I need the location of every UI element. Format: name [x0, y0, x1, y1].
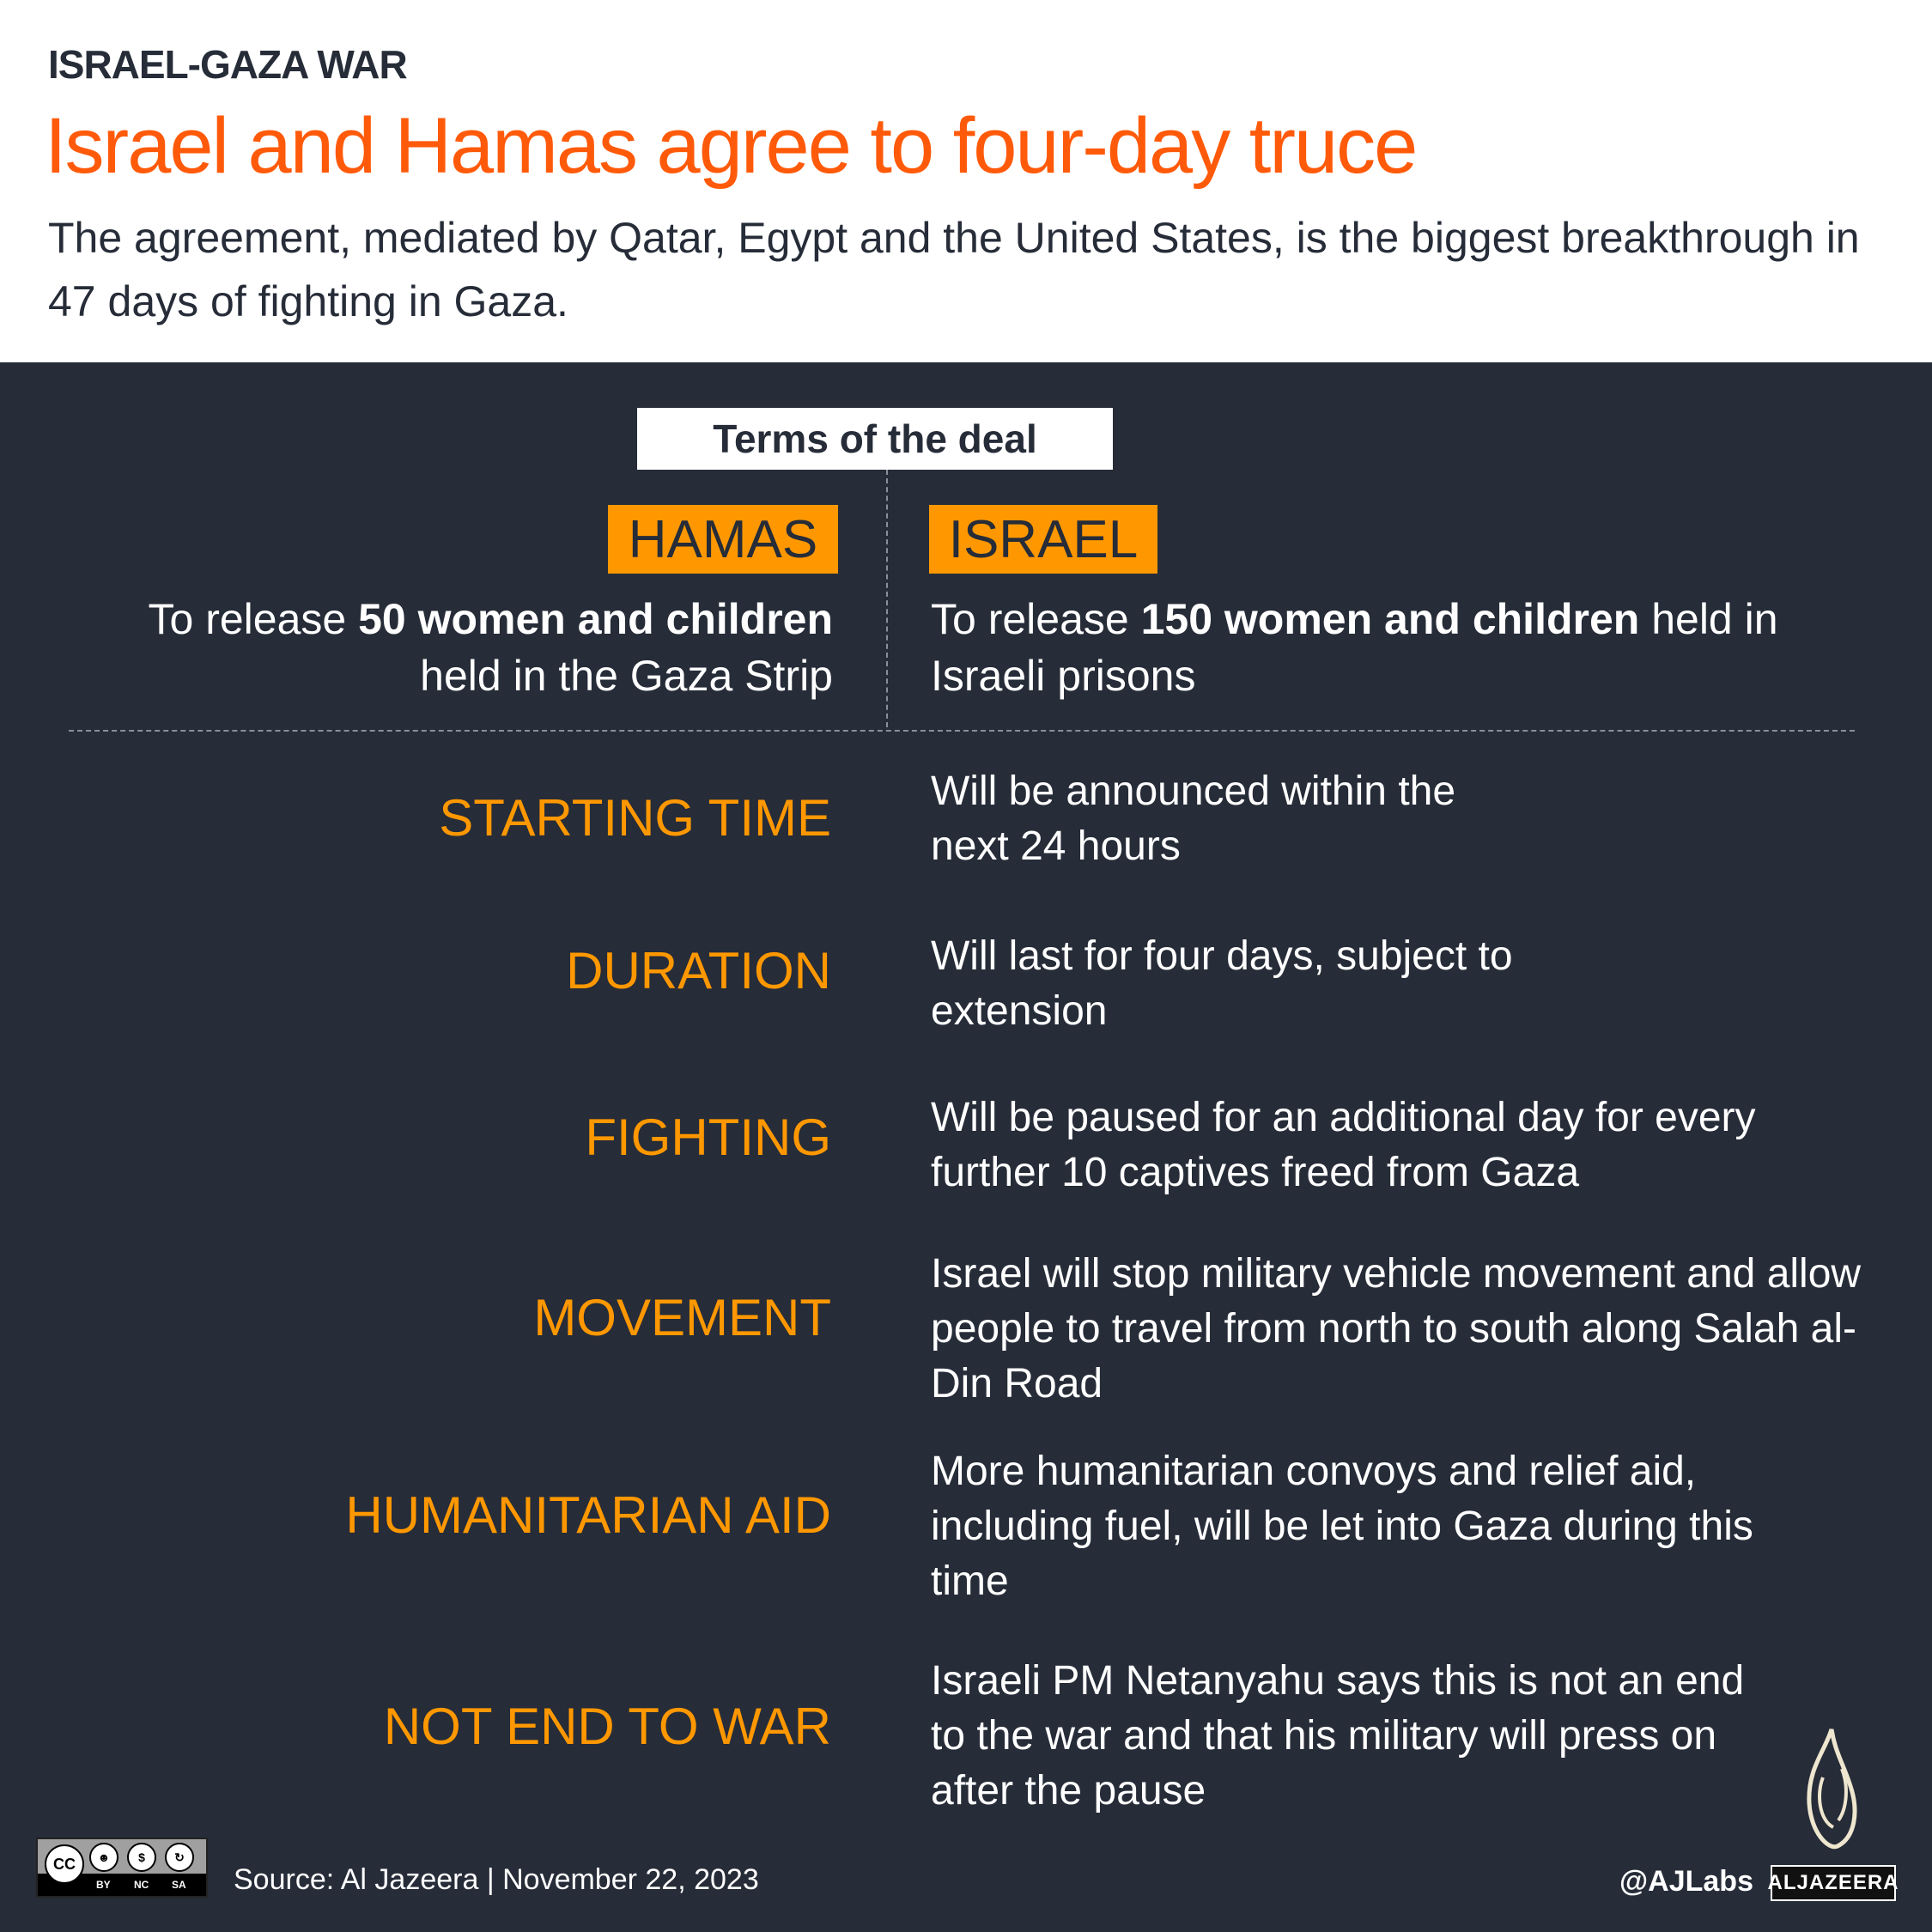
header: [0, 0, 1932, 362]
cc-icon: CC: [45, 1844, 84, 1884]
row-text-humanitarian-aid: More humanitarian convoys and relief aid, including fuel, will be let into Gaza during this time: [931, 1449, 1753, 1604]
hamas-term-pre: To release: [148, 595, 359, 643]
by-label: BY: [96, 1879, 111, 1891]
sa-label: SA: [172, 1879, 186, 1891]
horizontal-divider: [69, 730, 1855, 732]
israel-term-bold: 150 women and children: [1140, 595, 1640, 643]
vertical-divider: [886, 470, 888, 727]
hamas-term-post: held in the Gaza Strip: [420, 652, 833, 700]
hamas-term: [94, 591, 833, 704]
hamas-tag: HAMAS: [608, 505, 838, 574]
row-label-humanitarian-aid: HUMANITARIAN AID: [345, 1486, 831, 1544]
row-label-duration: DURATION: [566, 942, 831, 999]
kicker: ISRAEL-GAZA WAR: [48, 42, 407, 87]
page-title: Israel and Hamas agree to four-day truce: [45, 102, 1417, 190]
israel-term: [931, 591, 1789, 704]
row-text-not-end-to-war: Israeli PM Netanyahu says this is not an end to the war and that his military will press on after the pause: [931, 1658, 1745, 1814]
cc-license-badge: [36, 1838, 208, 1898]
row-label-starting-time: STARTING TIME: [439, 789, 831, 847]
row-text-movement: Israel will stop military vehicle movement and allow people to travel from north to south along Salah al-Din Road: [931, 1251, 1862, 1406]
row-label-movement: MOVEMENT: [533, 1289, 831, 1346]
by-icon: ☻: [89, 1843, 118, 1872]
israel-tag: ISRAEL: [929, 505, 1157, 574]
sa-icon: ↻: [165, 1843, 194, 1872]
row-text-starting-time: Will be announced within the next 24 hours: [931, 769, 1456, 869]
aljazeera-wordmark: ALJAZEERA: [1771, 1865, 1896, 1901]
aljazeera-logo-icon: [1790, 1726, 1872, 1855]
row-text-fighting: Will be paused for an additional day for every further 10 captives freed from Gaza: [931, 1095, 1756, 1195]
israel-term-pre: To release: [931, 595, 1141, 643]
israel-term-post: held in Israeli prisons: [931, 595, 1778, 700]
row-text-duration: Will last for four days, subject to extension: [931, 933, 1513, 1034]
row-label-not-end-to-war: NOT END TO WAR: [383, 1698, 831, 1755]
terms-title: Terms of the deal: [637, 408, 1113, 470]
nc-label: NC: [134, 1879, 149, 1891]
nc-icon: $: [127, 1843, 156, 1872]
source-credit: Source: Al Jazeera | November 22, 2023: [234, 1863, 759, 1896]
subtitle: The agreement, mediated by Qatar, Egypt and the United States, is the biggest breakthrough in 47 days of fighting in Gaza.: [48, 214, 1860, 325]
ajlabs-handle: @AJLabs: [1619, 1865, 1753, 1898]
hamas-term-bold: 50 women and children: [358, 595, 833, 643]
row-label-fighting: FIGHTING: [585, 1109, 831, 1166]
